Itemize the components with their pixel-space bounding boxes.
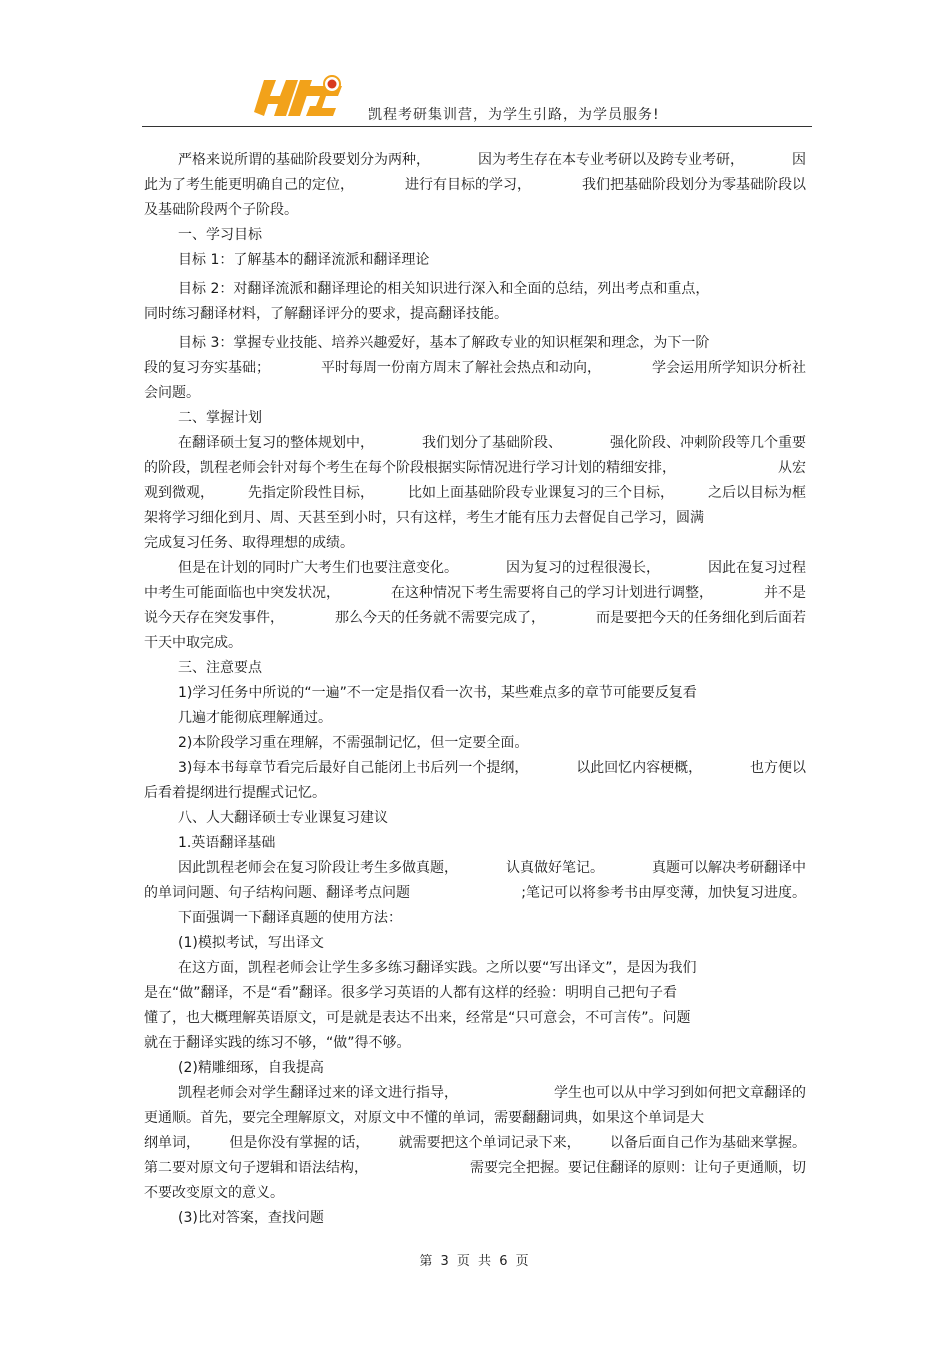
goal-2-line: 同时练习翻译材料，了解翻译评分的要求，提高翻译技能。 — [144, 306, 508, 322]
document-body — [144, 148, 806, 1231]
plan-line: 的阶段，凯程老师会针对每个考生在每个阶段根据实际情况进行学习计划的精细安排， 从宏 — [144, 460, 806, 476]
subheading-mock-exam: (1)模拟考试，写出译文 — [178, 935, 324, 951]
section-heading-advice: 八、人大翻译硕士专业课复习建议 — [178, 810, 388, 826]
change-line: 中考生可能面临也中突发状况， 在这种情况下考生需要将自己的学习计划进行调整， 并不是 — [144, 585, 806, 601]
refine-line: 凯程老师会对学生翻译过来的译文进行指导， 学生也可以从中学习到如何把文章翻译的 — [178, 1085, 806, 1101]
change-line: 但是在计划的同时广大考生们也要注意变化。 因为复习的过程很漫长， 因此在复习过程 — [178, 560, 806, 576]
header-tagline: 凯程考研集训营，为学生引路，为学员服务! — [368, 107, 660, 123]
mock-exam-line: 懂了，也大概理解英语原文，可是就是表达不出来，经常是“只可意会，不可言传”。问题 — [144, 1010, 691, 1026]
mock-exam-line: 是在“做”翻译，不是“看”翻译。很多学习英语的人都有这样的经验：明明自己把句子看 — [144, 985, 678, 1001]
header-rule — [142, 126, 812, 127]
english-line: 因此凯程老师会在复习阶段让考生多做真题， 认真做好笔记。 真题可以解决考研翻译中 — [178, 860, 806, 876]
mock-exam-line: 在这方面，凯程老师会让学生多多练习翻译实践。之所以要“写出译文”，是因为我们 — [178, 960, 697, 976]
paragraph-intro-line: 此为了考生能更明确自己的定位， 进行有目标的学习， 我们把基础阶段划分为零基础阶段以 — [144, 177, 806, 193]
paragraph-intro-line: 严格来说所谓的基础阶段要划分为两种， 因为考生存在本专业考研以及跨专业考研， 因 — [178, 152, 806, 168]
goal-3-line: 段的复习夯实基础； 平时每周一份南方周末了解社会热点和动向， 学会运用所学知识分析社 — [144, 360, 806, 376]
change-line: 干天中取完成。 — [144, 635, 242, 651]
subheading-compare-answers: (3)比对答案，查找问题 — [178, 1210, 324, 1226]
section-heading-plan: 二、掌握计划 — [178, 410, 262, 426]
refine-line: 纲单词， 但是你没有掌握的话， 就需要把这个单词记录下来， 以备后面自己作为基础来掌握。 — [144, 1135, 806, 1151]
goal-2-line: 目标 2：对翻译流派和翻译理论的相关知识进行深入和全面的总结，列出考点和重点， — [178, 281, 710, 297]
plan-line: 完成复习任务、取得理想的成绩。 — [144, 535, 354, 551]
kaicheng-logo — [250, 72, 346, 122]
page-header — [142, 62, 812, 130]
plan-line: 观到微观， 先指定阶段性目标， 比如上面基础阶段专业课复习的三个目标， 之后以目标为框 — [144, 485, 806, 501]
note-1-line: 几遍才能彻底理解通过。 — [178, 710, 332, 726]
section-heading-goals: 一、学习目标 — [178, 227, 262, 243]
plan-line: 架将学习细化到月、周、天甚至到小时，只有这样，考生才能有压力去督促自己学习，圆满 — [144, 510, 704, 526]
plan-line: 在翻译硕士复习的整体规划中， 我们划分了基础阶段、 强化阶段、冲刺阶段等几个重要 — [178, 435, 806, 451]
method-intro: 下面强调一下翻译真题的使用方法： — [178, 910, 402, 926]
note-3-line: 3)每本书每章节看完后最好自己能闭上书后列一个提纲， 以此回忆内容梗概， 也方便以 — [178, 760, 806, 776]
subheading-refine: (2)精雕细琢，自我提高 — [178, 1060, 324, 1076]
subheading-english-translation: 1.英语翻译基础 — [178, 835, 276, 851]
goal-3-line: 目标 3：掌握专业技能、培养兴趣爱好，基本了解政专业的知识框架和理念，为下一阶 — [178, 335, 710, 351]
change-line: 说今天存在突发事件， 那么今天的任务就不需要完成了， 而是要把今天的任务细化到后面若 — [144, 610, 806, 626]
paragraph-intro-line: 及基础阶段两个子阶段。 — [144, 202, 298, 218]
note-1-line: 1)学习任务中所说的“一遍”不一定是指仅看一次书，某些难点多的章节可能要反复看 — [178, 685, 697, 701]
goal-1: 目标 1：了解基本的翻译流派和翻译理论 — [178, 252, 430, 268]
mock-exam-line: 就在于翻译实践的练习不够，“做”得不够。 — [144, 1035, 411, 1051]
refine-line: 不要改变原文的意义。 — [144, 1185, 284, 1201]
note-3-line: 后看着提纲进行提醒式记忆。 — [144, 785, 326, 801]
refine-line: 第二要对原文句子逻辑和语法结构， 需要完全把握。要记住翻译的原则：让句子更通顺，切 — [144, 1160, 806, 1176]
goal-3-line: 会问题。 — [144, 385, 200, 401]
english-line: 的单词问题、句子结构问题、翻译考点问题 ;笔记可以将参考书由厚变薄，加快复习进度。 — [144, 885, 806, 901]
note-2: 2)本阶段学习重在理解，不需强制记忆，但一定要全面。 — [178, 735, 529, 751]
refine-line: 更通顺。首先，要完全理解原文，对原文中不懂的单词，需要翻翻词典，如果这个单词是大 — [144, 1110, 704, 1126]
section-heading-notes: 三、注意要点 — [178, 660, 262, 676]
page-number-footer: 第 3 页 共 6 页 — [419, 1254, 531, 1269]
